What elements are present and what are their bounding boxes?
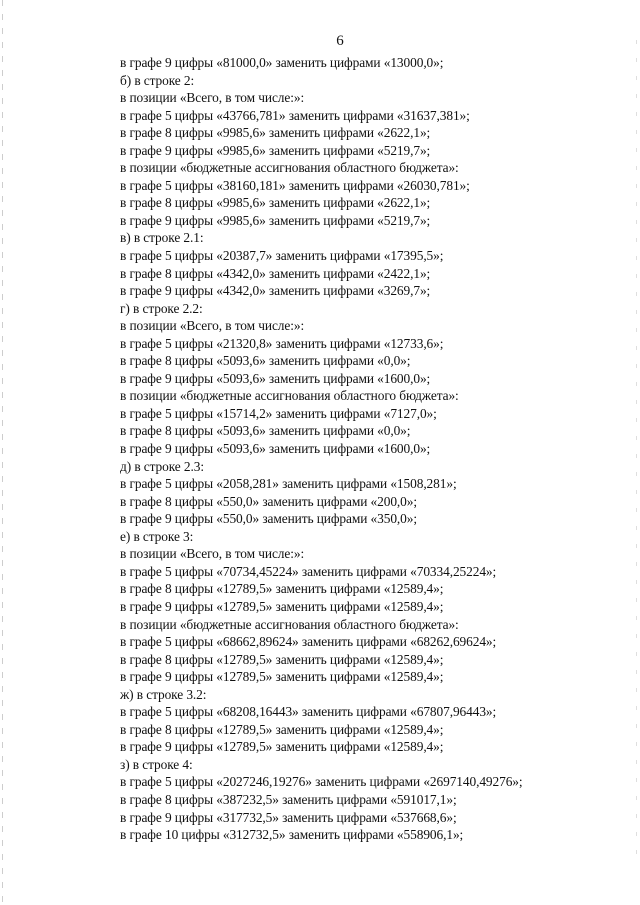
text-line: в графе 9 цифры «9985,6» заменить цифрами «5219,7»; [120,212,431,228]
section-heading: д) в строке 2.3: [120,458,204,474]
text-line: в графе 9 цифры «4342,0» заменить цифрами «3269,7»; [120,283,431,299]
section-heading: е) в строке 3: [120,528,194,544]
text-line: в графе 9 цифры «12789,5» заменить цифрами «12589,4»; [120,669,444,685]
document-body [120,54,620,844]
text-line: в графе 5 цифры «21320,8» заменить цифрами «12733,6»; [120,335,444,351]
text-line: в графе 9 цифры «9985,6» заменить цифрами «5219,7»; [120,142,431,158]
text-line: в графе 8 цифры «5093,6» заменить цифрами «0,0»; [120,353,411,369]
position-heading: в позиции «Всего, в том числе:»: [120,318,305,334]
text-line: в графе 10 цифры «312732,5» заменить цифрами «558906,1»; [120,827,464,843]
position-heading: в позиции «бюджетные ассигнования областного бюджета»: [120,616,459,632]
text-line: в графе 8 цифры «9985,6» заменить цифрами «2622,1»; [120,125,431,141]
section-heading: ж) в строке 3.2: [120,686,207,702]
text-line: в графе 5 цифры «38160,181» заменить цифрами «26030,781»; [120,177,470,193]
scan-edge-right [636,40,637,860]
text-line: в графе 5 цифры «70734,45224» заменить цифрами «70334,25224»; [120,563,497,579]
text-line: в графе 8 цифры «550,0» заменить цифрами «200,0»; [120,493,417,509]
section-heading: г) в строке 2.2: [120,300,203,316]
position-heading: в позиции «бюджетные ассигнования областного бюджета»: [120,388,459,404]
section-heading: з) в строке 4: [120,756,193,772]
text-line: в графе 5 цифры «2027246,19276» заменить цифрами «2697140,49276»; [120,774,523,790]
text-line: в графе 8 цифры «387232,5» заменить цифрами «591017,1»; [120,791,457,807]
text-line: в графе 9 цифры «317732,5» заменить цифрами «537668,6»; [120,809,457,825]
text-line: в графе 8 цифры «12789,5» заменить цифрами «12589,4»; [120,721,444,737]
text-line: в графе 9 цифры «550,0» заменить цифрами «350,0»; [120,511,417,527]
text-line: в графе 8 цифры «12789,5» заменить цифрами «12589,4»; [120,581,444,597]
text-line: в графе 8 цифры «12789,5» заменить цифрами «12589,4»; [120,651,444,667]
text-line: в графе 9 цифры «81000,0» заменить цифрами «13000,0»; [120,55,444,70]
position-heading: в позиции «Всего, в том числе:»: [120,90,305,106]
section-heading: б) в строке 2: [120,72,195,88]
page-number: 6 [336,33,344,49]
text-line: в графе 9 цифры «12789,5» заменить цифрами «12589,4»; [120,598,444,614]
text-line: в графе 5 цифры «15714,2» заменить цифрами «7127,0»; [120,405,437,421]
text-line: в графе 5 цифры «20387,7» заменить цифрами «17395,5»; [120,248,444,264]
position-heading: в позиции «бюджетные ассигнования областного бюджета»: [120,160,459,176]
text-line: в графе 5 цифры «68662,89624» заменить цифрами «68262,69624»; [120,634,497,650]
text-line: в графе 8 цифры «4342,0» заменить цифрами «2422,1»; [120,265,431,281]
text-line: в графе 8 цифры «5093,6» заменить цифрами «0,0»; [120,423,411,439]
text-line: в графе 9 цифры «5093,6» заменить цифрами «1600,0»; [120,441,431,457]
text-line: в графе 9 цифры «5093,6» заменить цифрами «1600,0»; [120,370,431,386]
section-heading: в) в строке 2.1: [120,230,204,246]
text-line: в графе 5 цифры «2058,281» заменить цифрами «1508,281»; [120,476,457,492]
text-line: в графе 8 цифры «9985,6» заменить цифрами «2622,1»; [120,195,431,211]
text-line: в графе 5 цифры «43766,781» заменить цифрами «31637,381»; [120,107,470,123]
text-line: в графе 5 цифры «68208,16443» заменить цифрами «67807,96443»; [120,704,497,720]
text-line: в графе 9 цифры «12789,5» заменить цифрами «12589,4»; [120,739,444,755]
scan-edge-left [2,0,3,905]
position-heading: в позиции «Всего, в том числе:»: [120,546,305,562]
